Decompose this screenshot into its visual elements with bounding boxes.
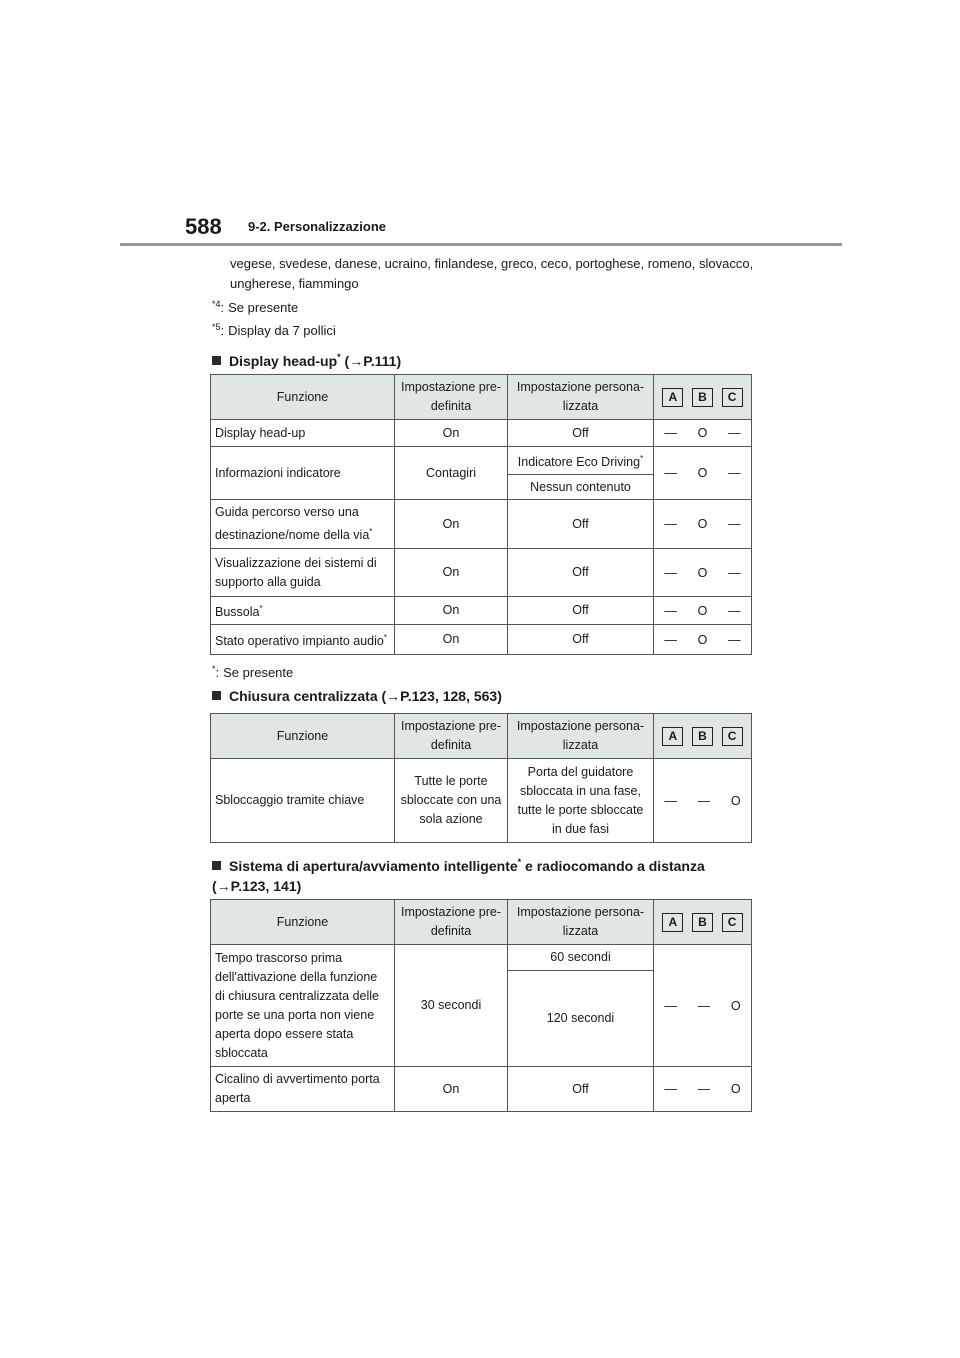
square-bullet-icon (212, 691, 221, 700)
page-reference: P.123, 141) (230, 878, 302, 894)
col-funzione: Funzione (211, 375, 395, 420)
table-header-cell: Funzione (211, 714, 395, 759)
page-number: 588 (185, 214, 222, 239)
cell-text: sola azione (419, 812, 483, 826)
availability-mark: O (697, 426, 708, 440)
availability-mark: — (728, 603, 741, 618)
table-header-cell: Funzione (211, 900, 395, 945)
table-cell (654, 500, 752, 549)
table-cell (395, 759, 508, 843)
page-reference: P.111 (363, 353, 397, 369)
column-box-label: C (722, 727, 743, 746)
availability-mark: — (728, 426, 741, 440)
col-default (395, 375, 508, 420)
table-header-cell (654, 900, 752, 945)
cell-text: lizzata (562, 738, 599, 752)
intro-line-2: ungherese, fiammingo (230, 276, 359, 291)
table-row (211, 500, 752, 549)
cell-text: Bussola (215, 605, 260, 619)
footnote-text: Se presente (228, 300, 299, 315)
cell-text: Impostazione persona- (516, 905, 645, 919)
cell-text: Porta del guidatore (527, 764, 634, 779)
page-header (0, 0, 960, 250)
availability-mark: O (730, 1082, 741, 1096)
box-a: A (662, 388, 683, 407)
availability-mark: — (697, 998, 711, 1013)
table-cell: On (395, 1067, 508, 1112)
table-cell: Off (508, 625, 654, 655)
table-sistema-apertura (210, 899, 752, 1112)
footnote-sep: : (220, 323, 225, 338)
cell-text: Se presente (223, 665, 294, 680)
availability-mark: — (664, 603, 677, 618)
table-cell: Off (508, 597, 654, 625)
cell-text: supporto alla guida (215, 574, 321, 589)
cell-text: Impostazione pre- (400, 905, 502, 919)
section-title: 9-2. Personalizzazione (248, 219, 386, 234)
column-box-label: B (692, 727, 713, 746)
table-display-head-up (210, 374, 752, 655)
availability-mark: — (664, 793, 677, 808)
footnote-star: * (640, 454, 644, 463)
availability-mark: — (728, 632, 741, 647)
table-cell (654, 1067, 752, 1112)
availability-mark: O (697, 632, 708, 647)
cell-text: sbloccata in una fase, (520, 783, 641, 798)
arrow-icon: → (216, 878, 231, 894)
table-row (211, 1067, 752, 1112)
table-cell (211, 597, 395, 625)
cell-text: Cicalino di avvertimento porta (215, 1072, 380, 1086)
availability-mark: — (728, 466, 741, 480)
table-cell (508, 447, 654, 475)
footnote-4 (212, 295, 298, 317)
table-cell (654, 597, 752, 625)
footnote-mark: *4 (212, 299, 221, 309)
footnote-star: * (212, 664, 216, 674)
availability-mark: O (697, 517, 708, 531)
column-box-label: A (662, 913, 683, 932)
arrow-icon: → (386, 688, 401, 704)
availability-mark: O (730, 998, 741, 1013)
table-row (211, 549, 752, 597)
cell-text: (→P.123, 141) (212, 878, 302, 894)
cell-text: tutte le porte sbloccate (517, 802, 644, 817)
cell-text: aperta (215, 1091, 251, 1105)
table-cell (211, 500, 395, 549)
cell-text: Indicatore Eco Driving (517, 455, 641, 469)
table-cell (211, 625, 395, 655)
table-cell: On (395, 597, 508, 625)
table-cell: On (395, 625, 508, 655)
table-cell: Nessun contenuto (508, 475, 654, 500)
table-row (211, 420, 752, 447)
table-cell: Off (508, 420, 654, 447)
table-cell: On (395, 420, 508, 447)
col-abc (654, 375, 752, 420)
box-b: B (692, 388, 713, 407)
cell-text: definita (430, 399, 472, 413)
square-bullet-icon (212, 356, 221, 365)
column-box-label: A (662, 727, 683, 746)
cell-text: aperta dopo essere stata (215, 1026, 354, 1041)
table-cell: Off (508, 500, 654, 549)
footnote-text: Display da 7 pollici (228, 323, 336, 338)
availability-mark: — (664, 998, 677, 1013)
col-custom (508, 375, 654, 420)
availability-mark: — (664, 466, 677, 480)
cell-text: sbloccate con una (400, 793, 502, 807)
cell-text: Chiusura centralizzata ( (229, 688, 387, 704)
table-cell (211, 945, 395, 1067)
heading-star: * (337, 352, 341, 362)
availability-mark: O (697, 466, 708, 480)
table-cell: Informazioni indicatore (211, 447, 395, 500)
availability-mark: — (664, 632, 677, 647)
cell-text: lizzata (562, 924, 599, 938)
cell-text: in due fasi (552, 821, 609, 836)
cell-text: dell'attivazione della funzione (215, 969, 378, 984)
table-cell: Sbloccaggio tramite chiave (211, 759, 395, 843)
heading-chiusura-centralizzata (212, 686, 502, 706)
availability-mark: — (664, 1082, 677, 1096)
table-cell (654, 625, 752, 655)
heading-text: Display head-up (229, 353, 338, 369)
table-cell (211, 549, 395, 597)
footnote-mark: *5 (212, 322, 221, 332)
cell-text: porte se una porta non viene (215, 1007, 375, 1022)
availability-mark: O (697, 603, 708, 618)
table-cell: 60 secondi (508, 945, 654, 971)
cell-text: Tempo trascorso prima (215, 950, 343, 965)
availability-mark: O (697, 565, 708, 580)
availability-mark: — (664, 426, 677, 440)
availability-mark: — (664, 565, 677, 580)
cell-text: di chiusura centralizzata delle (215, 988, 379, 1003)
cell-text: Impostazione persona- (516, 719, 645, 733)
page-reference: P.123, 128, 563) (400, 688, 502, 704)
table-cell: Off (508, 549, 654, 597)
cell-text: sbloccata (215, 1045, 268, 1060)
availability-mark: — (728, 517, 741, 531)
table-cell: Display head-up (211, 420, 395, 447)
box-c: C (722, 388, 743, 407)
table-header-cell (395, 714, 508, 759)
table-row (211, 945, 752, 971)
cell-text: Guida percorso verso una (215, 505, 359, 519)
footnote-5 (212, 318, 336, 340)
footnote-section1 (212, 660, 293, 682)
cell-text: Impostazione pre- (400, 719, 502, 733)
table-cell (654, 447, 752, 500)
table-cell: Off (508, 1067, 654, 1112)
availability-mark: — (664, 517, 677, 531)
table-row (211, 625, 752, 655)
table-chiusura-centralizzata (210, 713, 752, 843)
cell-text: definita (430, 738, 472, 752)
table-cell (654, 420, 752, 447)
cell-text: : (215, 665, 220, 680)
cell-text: Sistema di apertura/avviamento intelligente (229, 858, 518, 874)
table-cell: On (395, 549, 508, 597)
table-cell (508, 759, 654, 843)
footnote-sep: : (220, 300, 225, 315)
availability-mark: O (730, 793, 741, 808)
footnote-star: * (259, 604, 263, 613)
table-row (211, 597, 752, 625)
cell-text: definita (430, 924, 472, 938)
footnote-star: * (369, 527, 373, 536)
square-bullet-icon (212, 861, 221, 870)
cell-text: Visualizzazione dei sistemi di (215, 555, 377, 570)
table-header-cell (508, 900, 654, 945)
cell-text: e radiocomando a distanza (521, 858, 705, 874)
table-row (211, 447, 752, 475)
cell-text: destinazione/nome della via (215, 528, 370, 542)
table-header-cell (654, 714, 752, 759)
column-box-label: C (722, 913, 743, 932)
header-rule (120, 243, 842, 246)
cell-text: Stato operativo impianto audio (215, 634, 384, 648)
heading-display-head-up: Display head-up* (→P.111) (212, 347, 401, 371)
table-cell (654, 945, 752, 1067)
table-header-cell (395, 900, 508, 945)
table-cell (654, 759, 752, 843)
cell-text: Impostazione persona- (516, 380, 645, 394)
cell-text: Impostazione pre- (400, 380, 502, 394)
table-cell: 30 secondi (395, 945, 508, 1067)
table-cell: Contagiri (395, 447, 508, 500)
footnote-star: * (517, 857, 522, 867)
arrow-icon: → (349, 353, 364, 369)
intro-line-1: vegese, svedese, danese, ucraino, finlandese, greco, ceco, portoghese, romeno, slovacco, (230, 256, 754, 271)
heading-sistema-apertura (212, 852, 705, 896)
table-row (211, 759, 752, 843)
cell-text: lizzata (562, 399, 599, 413)
availability-mark: — (697, 793, 711, 808)
table-cell: On (395, 500, 508, 549)
availability-mark: — (728, 565, 741, 580)
table-cell: 120 secondi (508, 971, 654, 1067)
footnote-star: * (383, 633, 387, 642)
table-cell (654, 549, 752, 597)
cell-text: Tutte le porte (414, 774, 488, 788)
table-cell (211, 1067, 395, 1112)
table-header-cell (508, 714, 654, 759)
column-box-label: B (692, 913, 713, 932)
availability-mark: — (697, 1082, 711, 1096)
